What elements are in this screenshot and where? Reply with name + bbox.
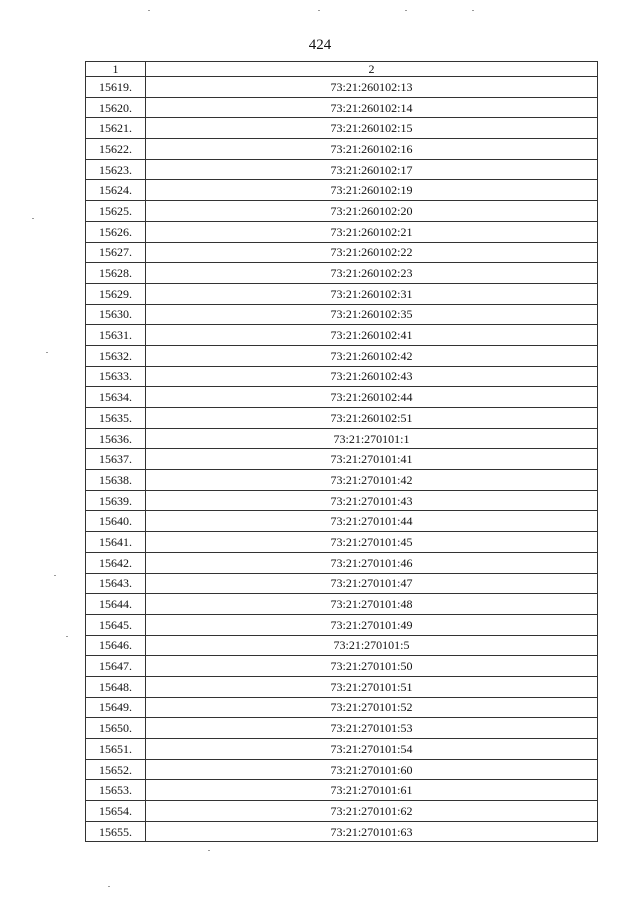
- cadastral-number: 73:21:260102:22: [146, 242, 598, 263]
- row-number: 15628.: [86, 263, 146, 284]
- row-number: 15630.: [86, 304, 146, 325]
- row-number: 15621.: [86, 118, 146, 139]
- scan-speck: [54, 575, 56, 576]
- cadastral-number: 73:21:260102:44: [146, 387, 598, 408]
- column-header-number: 1: [86, 62, 146, 77]
- cadastral-number: 73:21:270101:63: [146, 821, 598, 842]
- cadastral-number: 73:21:270101:60: [146, 759, 598, 780]
- row-number: 15629.: [86, 283, 146, 304]
- cadastral-number: 73:21:270101:62: [146, 801, 598, 822]
- cadastral-number: 73:21:270101:52: [146, 697, 598, 718]
- table-row: [86, 366, 598, 387]
- row-number: 15652.: [86, 759, 146, 780]
- row-number: 15655.: [86, 821, 146, 842]
- table-row: [86, 614, 598, 635]
- table-row: [86, 739, 598, 760]
- table-row: [86, 780, 598, 801]
- row-number: 15636.: [86, 428, 146, 449]
- cadastral-number: 73:21:270101:42: [146, 470, 598, 491]
- row-number: 15643.: [86, 573, 146, 594]
- row-number: 15641.: [86, 532, 146, 553]
- cadastral-number: 73:21:270101:48: [146, 594, 598, 615]
- row-number: 15626.: [86, 221, 146, 242]
- column-header-code: 2: [146, 62, 598, 77]
- table-row: [86, 511, 598, 532]
- cadastral-number: 73:21:260102:43: [146, 366, 598, 387]
- row-number: 15648.: [86, 676, 146, 697]
- table-row: [86, 635, 598, 656]
- table-row: [86, 180, 598, 201]
- row-number: 15640.: [86, 511, 146, 532]
- table-row: [86, 77, 598, 98]
- table-row: [86, 759, 598, 780]
- scan-speck: [405, 10, 407, 11]
- row-number: 15623.: [86, 159, 146, 180]
- row-number: 15634.: [86, 387, 146, 408]
- table-row: [86, 821, 598, 842]
- table-row: [86, 801, 598, 822]
- cadastral-number: 73:21:260102:23: [146, 263, 598, 284]
- cadastral-number: 73:21:270101:47: [146, 573, 598, 594]
- page-number: 424: [308, 37, 332, 53]
- table-row: [86, 201, 598, 222]
- row-number: 15644.: [86, 594, 146, 615]
- cadastral-number: 73:21:260102:42: [146, 345, 598, 366]
- table-row: [86, 159, 598, 180]
- row-number: 15653.: [86, 780, 146, 801]
- row-number: 15645.: [86, 614, 146, 635]
- cadastral-number: 73:21:260102:51: [146, 408, 598, 429]
- table-row: [86, 552, 598, 573]
- table-row: [86, 118, 598, 139]
- scan-speck: [472, 10, 474, 11]
- cadastral-number: 73:21:270101:51: [146, 676, 598, 697]
- row-number: 15632.: [86, 345, 146, 366]
- table-row: [86, 408, 598, 429]
- row-number: 15620.: [86, 97, 146, 118]
- table-row: [86, 594, 598, 615]
- table-row: [86, 283, 598, 304]
- scan-speck: [108, 886, 110, 887]
- table-row: [86, 718, 598, 739]
- table-row: [86, 428, 598, 449]
- scan-speck: [46, 352, 48, 353]
- row-number: 15642.: [86, 552, 146, 573]
- cadastral-number: 73:21:270101:43: [146, 490, 598, 511]
- row-number: 15637.: [86, 449, 146, 470]
- row-number: 15624.: [86, 180, 146, 201]
- row-number: 15654.: [86, 801, 146, 822]
- table-header: [86, 62, 598, 77]
- cadastral-number-table: [85, 61, 598, 842]
- table-row: [86, 139, 598, 160]
- scan-speck: [32, 218, 34, 219]
- row-number: 15651.: [86, 739, 146, 760]
- cadastral-number: 73:21:270101:50: [146, 656, 598, 677]
- scan-speck: [208, 850, 210, 851]
- table-row: [86, 387, 598, 408]
- row-number: 15633.: [86, 366, 146, 387]
- cadastral-number: 73:21:270101:61: [146, 780, 598, 801]
- row-number: 15631.: [86, 325, 146, 346]
- row-number: 15649.: [86, 697, 146, 718]
- table-row: [86, 242, 598, 263]
- table-row: [86, 573, 598, 594]
- table-row: [86, 97, 598, 118]
- cadastral-number: 73:21:270101:1: [146, 428, 598, 449]
- scan-speck: [66, 636, 68, 637]
- row-number: 15650.: [86, 718, 146, 739]
- row-number: 15638.: [86, 470, 146, 491]
- table-row: [86, 697, 598, 718]
- cadastral-number: 73:21:260102:41: [146, 325, 598, 346]
- scan-speck: [318, 10, 320, 11]
- row-number: 15635.: [86, 408, 146, 429]
- table-row: [86, 345, 598, 366]
- cadastral-number: 73:21:260102:14: [146, 97, 598, 118]
- scan-speck: [148, 10, 150, 11]
- table-row: [86, 325, 598, 346]
- table-header-row: [86, 62, 598, 77]
- table-row: [86, 263, 598, 284]
- row-number: 15647.: [86, 656, 146, 677]
- table-row: [86, 449, 598, 470]
- row-number: 15625.: [86, 201, 146, 222]
- cadastral-number: 73:21:270101:53: [146, 718, 598, 739]
- cadastral-number: 73:21:260102:13: [146, 77, 598, 98]
- cadastral-number: 73:21:270101:41: [146, 449, 598, 470]
- cadastral-number: 73:21:260102:21: [146, 221, 598, 242]
- cadastral-number: 73:21:270101:54: [146, 739, 598, 760]
- cadastral-number: 73:21:260102:31: [146, 283, 598, 304]
- cadastral-number: 73:21:260102:15: [146, 118, 598, 139]
- table-row: [86, 221, 598, 242]
- table-body: [86, 77, 598, 842]
- table-row: [86, 470, 598, 491]
- row-number: 15627.: [86, 242, 146, 263]
- table-row: [86, 532, 598, 553]
- table-row: [86, 656, 598, 677]
- cadastral-number: 73:21:260102:16: [146, 139, 598, 160]
- table-row: [86, 304, 598, 325]
- cadastral-number: 73:21:270101:45: [146, 532, 598, 553]
- row-number: 15622.: [86, 139, 146, 160]
- row-number: 15619.: [86, 77, 146, 98]
- row-number: 15646.: [86, 635, 146, 656]
- cadastral-number: 73:21:270101:5: [146, 635, 598, 656]
- cadastral-number: 73:21:260102:35: [146, 304, 598, 325]
- table-row: [86, 676, 598, 697]
- cadastral-number: 73:21:260102:19: [146, 180, 598, 201]
- cadastral-number: 73:21:270101:46: [146, 552, 598, 573]
- cadastral-number: 73:21:270101:49: [146, 614, 598, 635]
- cadastral-number: 73:21:260102:17: [146, 159, 598, 180]
- row-number: 15639.: [86, 490, 146, 511]
- cadastral-number: 73:21:270101:44: [146, 511, 598, 532]
- cadastral-number: 73:21:260102:20: [146, 201, 598, 222]
- table-row: [86, 490, 598, 511]
